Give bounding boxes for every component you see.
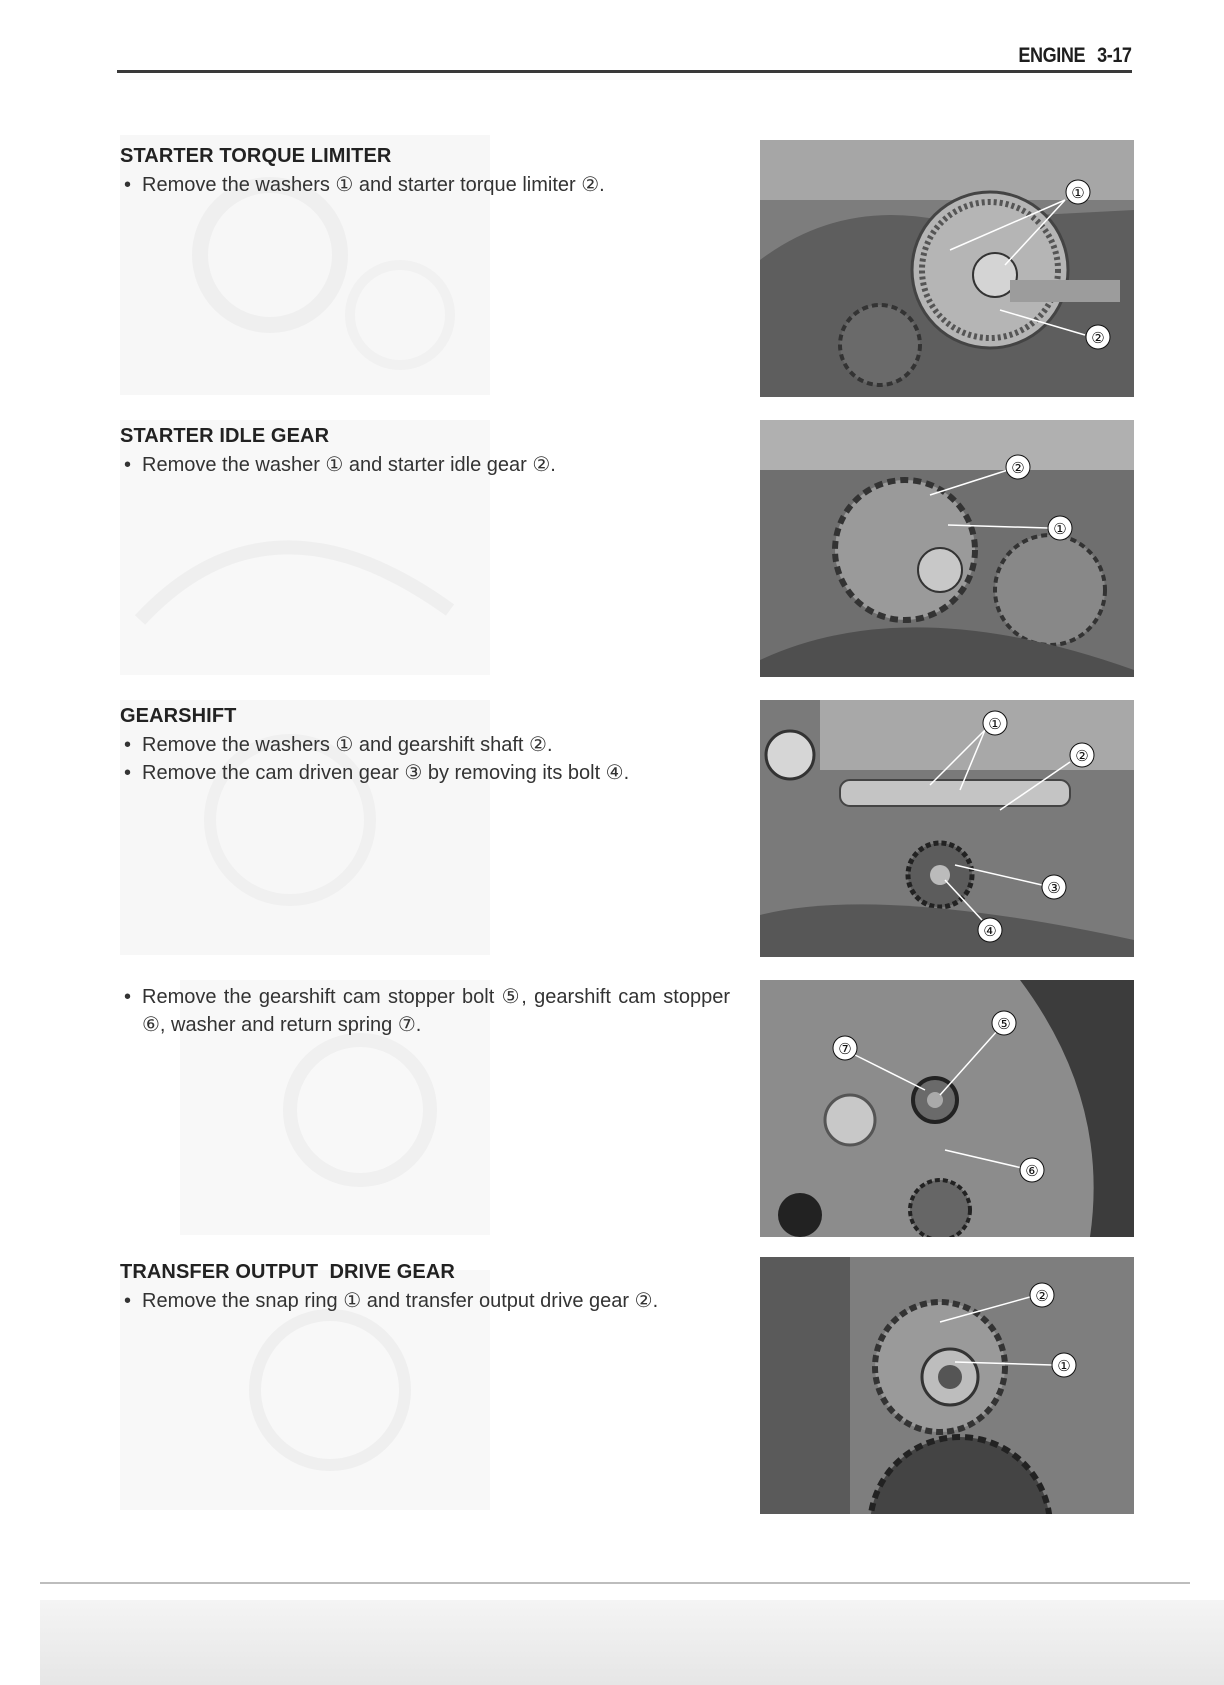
page-number: 3-17 [1097,44,1132,67]
photo-callout-label: ① [1053,520,1067,538]
photo-callout-label: ① [1057,1357,1071,1375]
photo-callout-label: ③ [1047,879,1061,897]
header-rule [117,70,1132,73]
photo-callout-label: ① [988,715,1002,733]
photo-callout-label: ② [1035,1287,1049,1305]
photo-callout-label: ⑥ [1025,1162,1039,1180]
section-gearshift-cam-stopper [120,983,730,1039]
bullet-list [120,171,730,199]
bullet-item: • Remove the washers ① and gearshift shaft ②. [120,731,730,759]
section-starter-torque-limiter [120,143,730,199]
photo-callout-label: ⑦ [838,1040,852,1058]
page-header [1019,44,1132,68]
bullet-item: • Remove the snap ring ① and transfer output drive gear ②. [120,1287,730,1315]
photo-starter-torque-limiter [760,140,1134,397]
chapter-title: ENGINE [1018,44,1086,67]
section-title: GEARSHIFT [120,705,237,727]
bullet-item: • Remove the washer ① and starter idle gear ②. [120,451,730,479]
photo-callout-label: ② [1011,459,1025,477]
photo-callout-label: ② [1091,329,1105,347]
photo-gearshift [760,700,1134,957]
photo-callout-label: ① [1071,184,1085,202]
section-title: STARTER TORQUE LIMITER [120,145,392,167]
bullet-list [120,983,730,1039]
photo-callout-label: ② [1075,747,1089,765]
section-transfer-output-drive-gear [120,1259,730,1315]
photo-gearshift-cam-stopper [760,980,1134,1237]
bullet-item: • Remove the gearshift cam stopper bolt ⑤, gearshift cam stopper ⑥, washer and return spring ⑦. [120,983,730,1039]
bullet-item: • Remove the washers ① and starter torque limiter ②. [120,171,730,199]
bullet-list [120,1287,730,1315]
bullet-item: • Remove the cam driven gear ③ by removing its bolt ④. [120,759,730,787]
scan-shadow-band [40,1600,1224,1685]
section-starter-idle-gear [120,423,730,479]
photo-callout-label: ⑤ [997,1015,1011,1033]
section-gearshift [120,703,730,787]
section-title: STARTER IDLE GEAR [120,425,330,447]
bullet-list [120,731,730,787]
photo-transfer-output-drive-gear [760,1257,1134,1514]
bullet-list [120,451,730,479]
photo-callout-label: ④ [983,922,997,940]
section-title: TRANSFER OUTPUT DRIVE GEAR [120,1261,455,1283]
photo-starter-idle-gear [760,420,1134,677]
footer-rule [40,1582,1190,1584]
